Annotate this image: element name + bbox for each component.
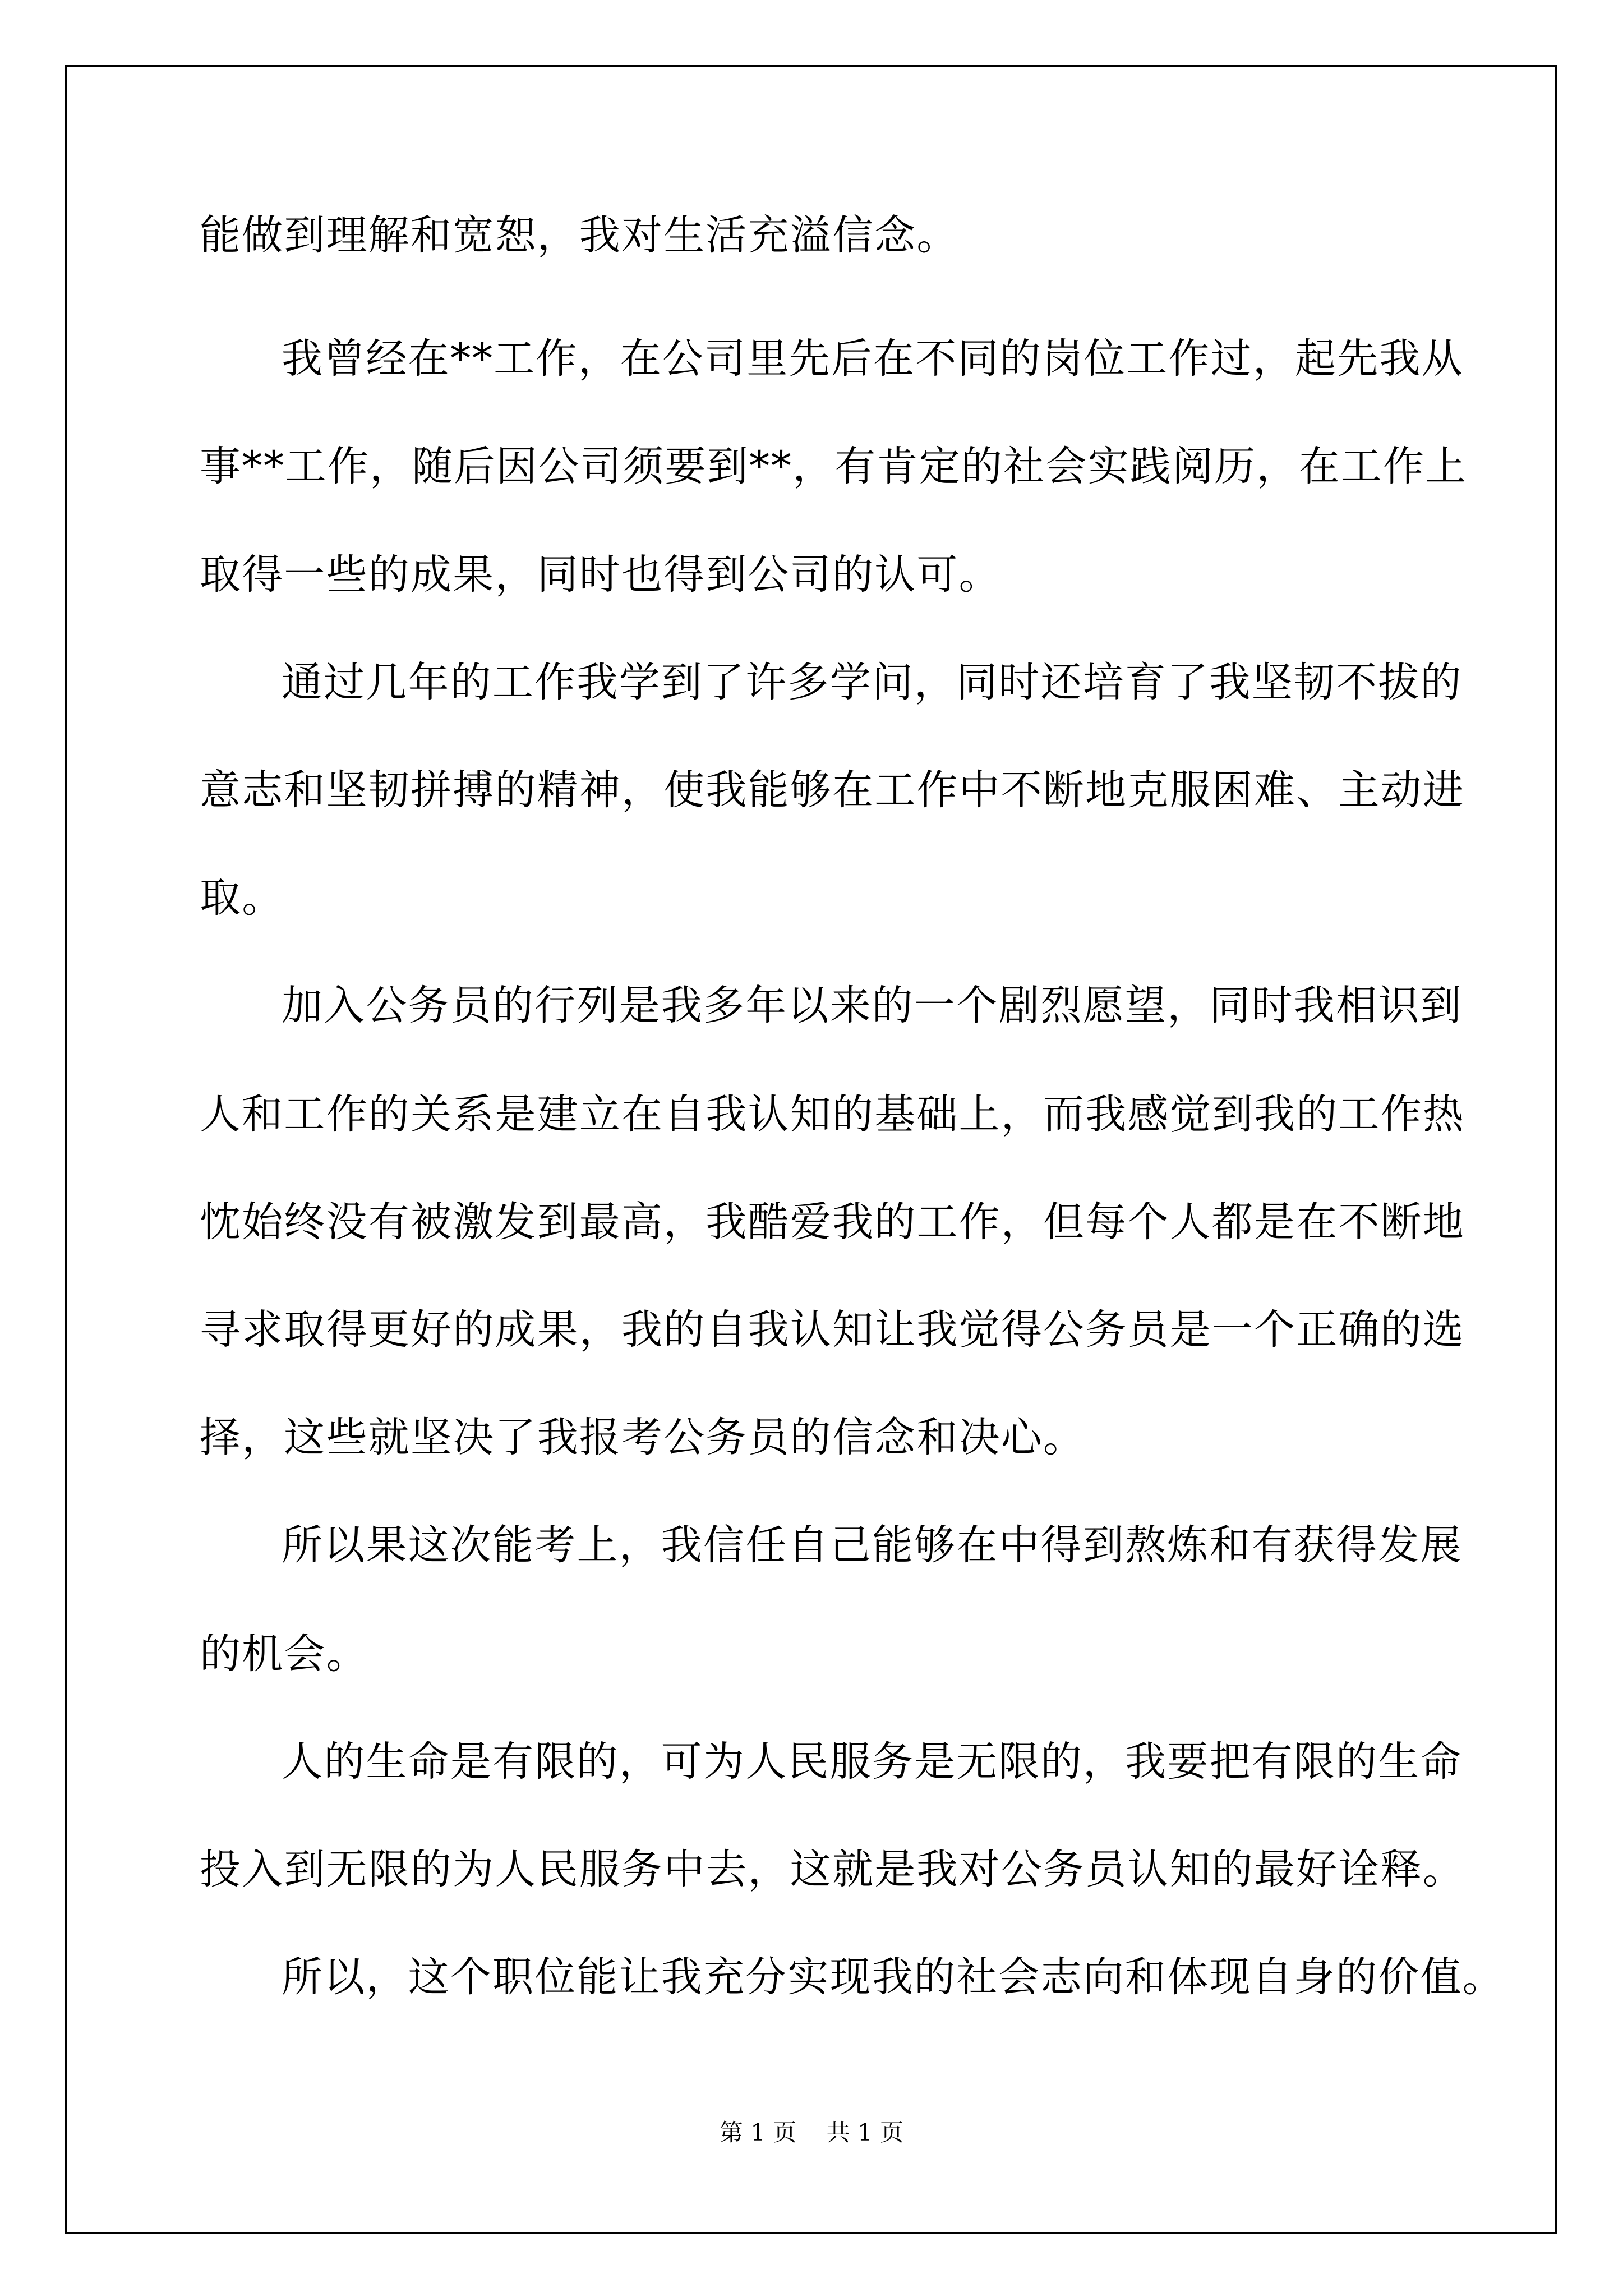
- text-line: 取得一些的成果，同时也得到公司的认可。: [200, 551, 1001, 599]
- text-line: 投入到无限的为人民服务中去，这就是我对公务员认知的最好诠释。: [200, 1846, 1465, 1893]
- text-line: 通过几年的工作我学到了许多学问，同时还培育了我坚韧不拔的: [282, 659, 1463, 706]
- text-line: 意志和坚韧拼搏的精神，使我能够在工作中不断地克服困难、主动进: [200, 766, 1465, 814]
- text-line: 择，这些就坚决了我报考公务员的信念和决心。: [200, 1414, 1086, 1461]
- page-border: [65, 65, 1557, 2234]
- text-line: 寻求取得更好的成果，我的自我认知让我觉得公务员是一个正确的选: [200, 1306, 1465, 1354]
- text-line: 忱始终没有被激发到最高，我酷爱我的工作，但每个人都是在不断地: [200, 1198, 1465, 1246]
- text-line: 加入公务员的行列是我多年以来的一个剧烈愿望，同时我相识到: [282, 982, 1463, 1029]
- text-line: 所以，这个职位能让我充分实现我的社会志向和体现自身的价值。: [282, 1953, 1505, 2001]
- page-number: 第 1 页 共 1 页: [719, 2119, 904, 2146]
- text-line: 的机会。: [200, 1630, 368, 1678]
- text-line: 能做到理解和宽恕，我对生活充溢信念。: [200, 211, 959, 259]
- text-line: 我曾经在**工作，在公司里先后在不同的岗位工作过，起先我从: [282, 335, 1464, 383]
- text-line: 人和工作的关系是建立在自我认知的基础上，而我感觉到我的工作热: [200, 1091, 1465, 1138]
- text-line: 事**工作，随后因公司须要到**，有肯定的社会实践阅历，在工作上: [200, 443, 1468, 490]
- text-line: 取。: [200, 874, 284, 922]
- text-line: 所以果这次能考上，我信任自己能够在中得到熬炼和有获得发展: [282, 1521, 1463, 1569]
- text-line: 人的生命是有限的，可为人民服务是无限的，我要把有限的生命: [282, 1738, 1463, 1786]
